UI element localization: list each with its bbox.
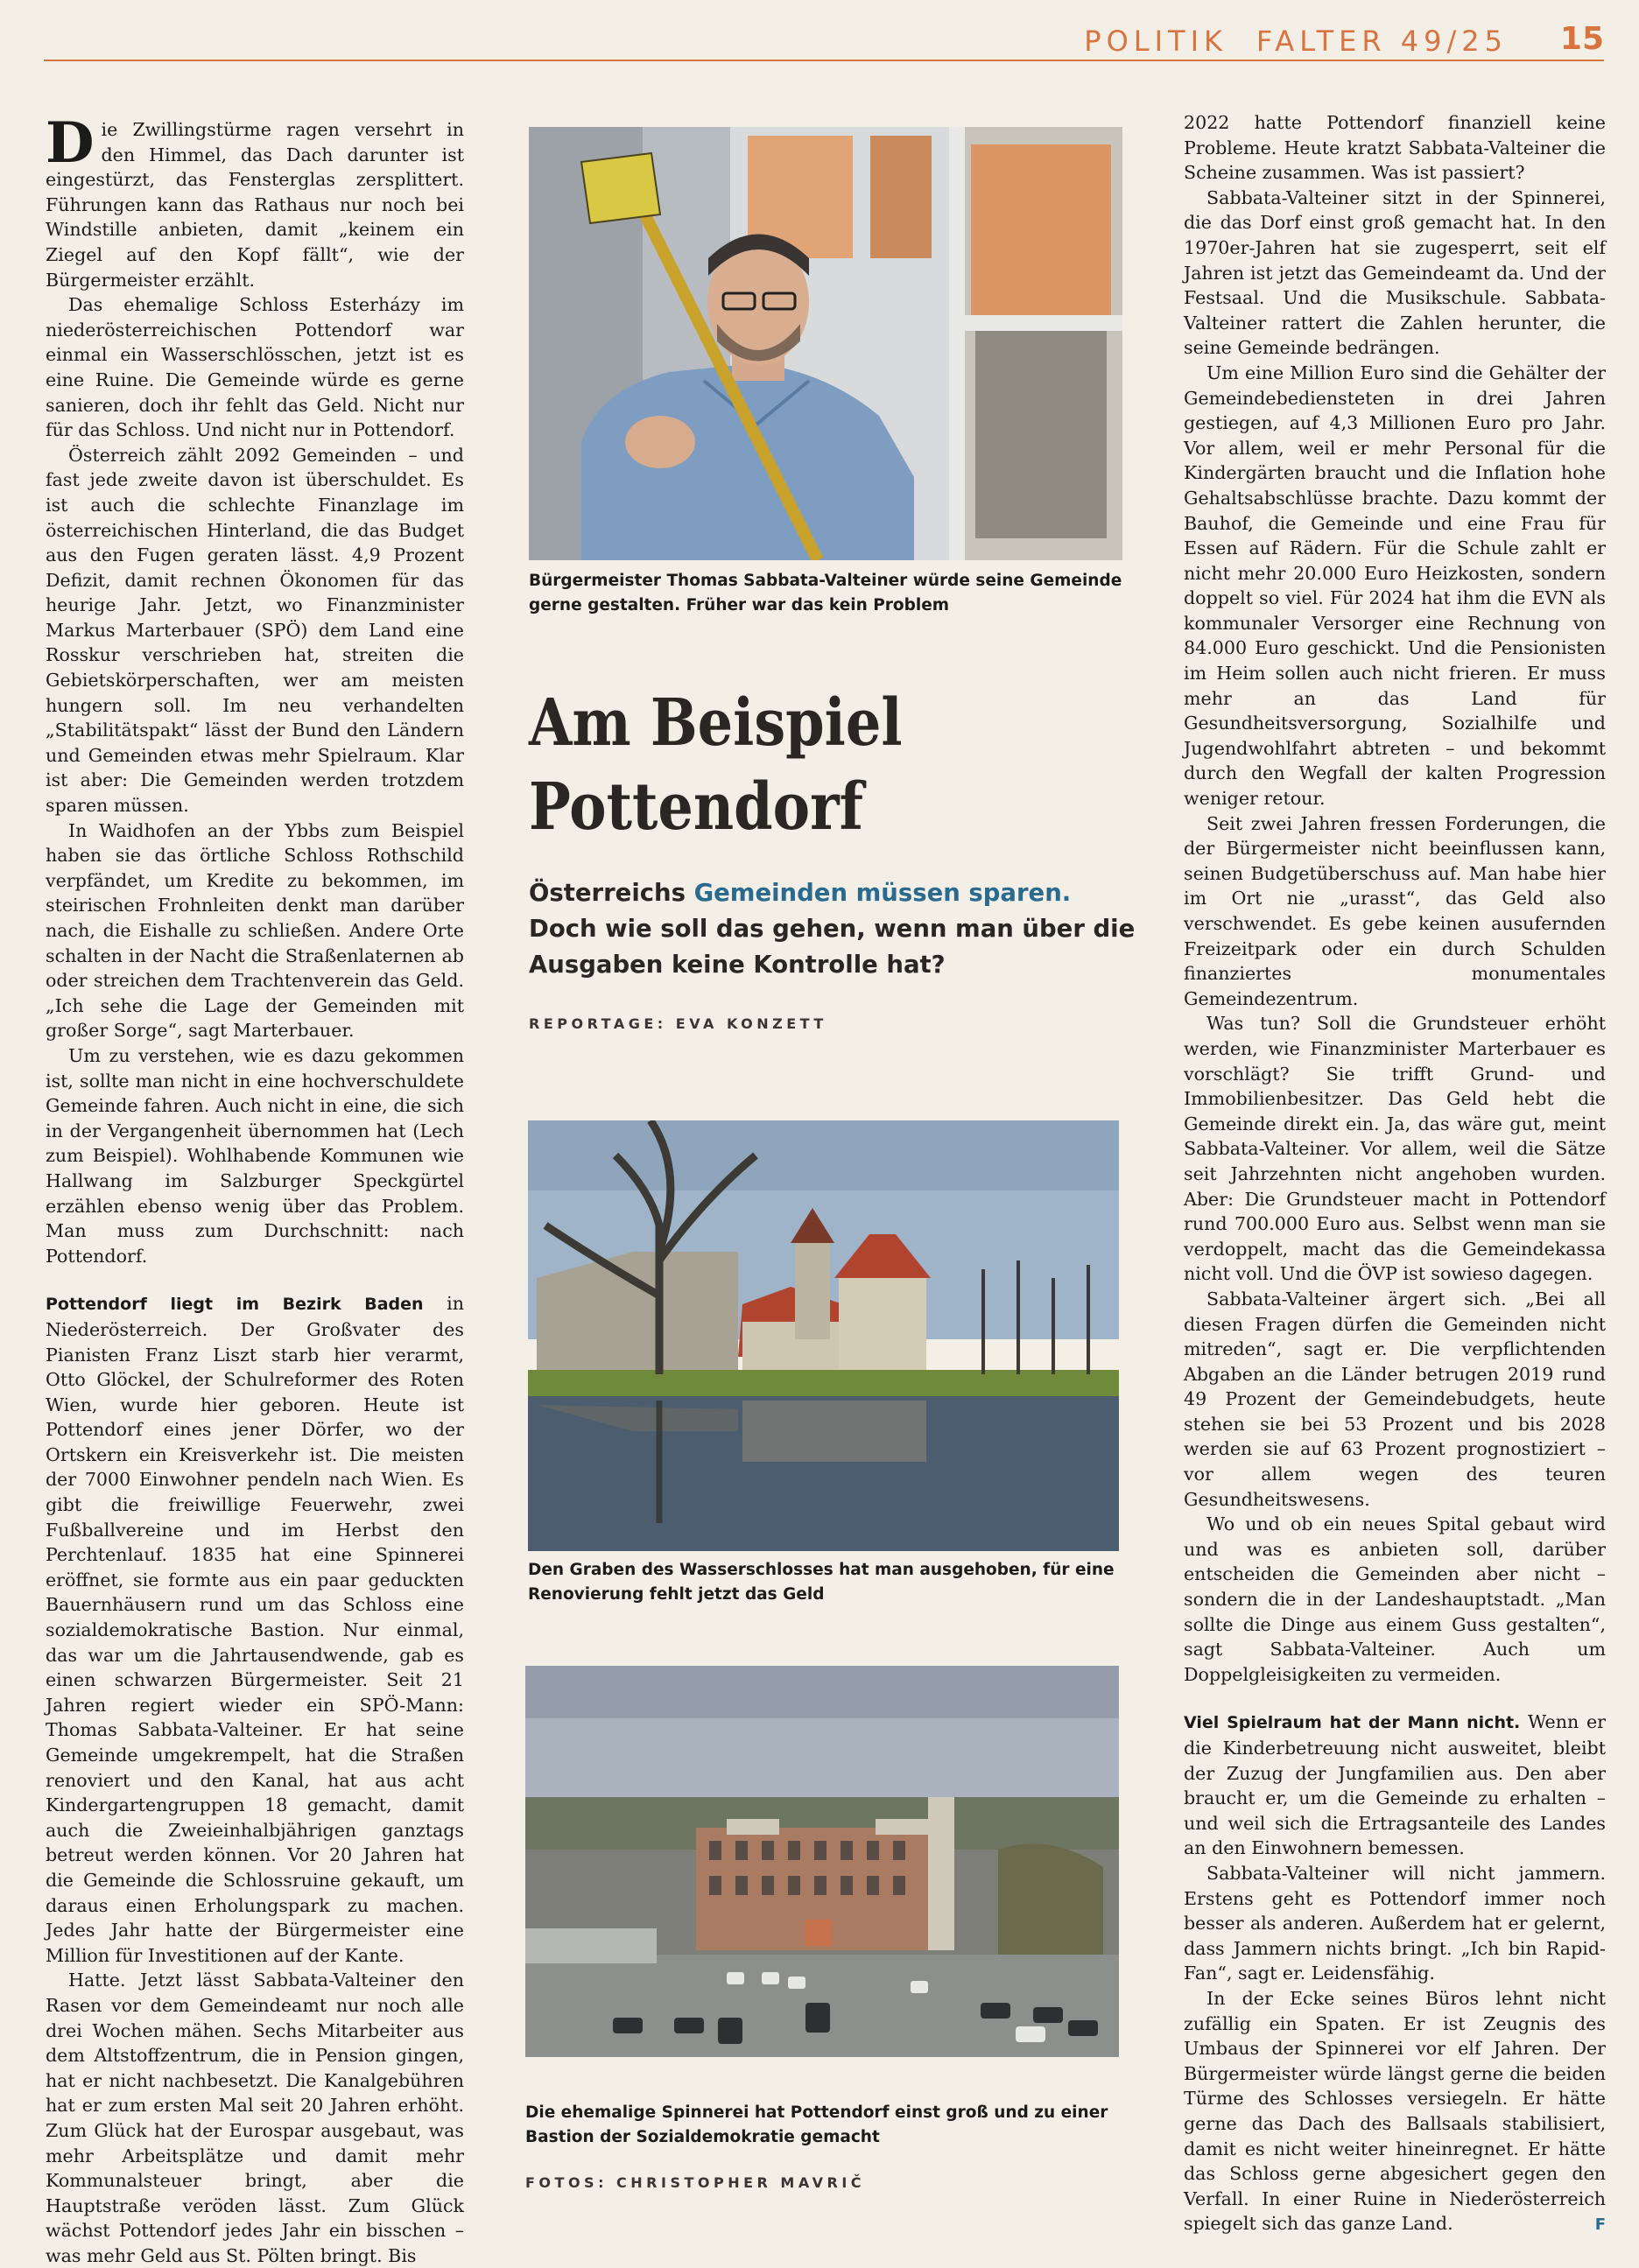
page-header (44, 16, 1604, 61)
castle-photo-caption: Den Graben des Wasserschlosses hat man ausgehoben, für eine Renovierung fehlt jetzt das Geld (528, 1561, 1115, 1604)
paragraph: In Waidhofen an der Ybbs zum Beispiel haben sie das örtliche Schloss Rothschild verpfändet, um Kredite zu bekommen, im steirischen Frohnleiten denkt man darüber nach, die Eishalle zu schließen. Andere Orte schalten in der Nacht die Straßenlaternen ab oder streichen dem Trachtenverein das Geld. „Ich sehe die Lage der Gemeinden mit großer Sorge“, sagt Marterbauer. (46, 819, 464, 1042)
drop-cap: D (46, 110, 95, 176)
paragraph: Seit zwei Jahren fressen Forderungen, die der Bürgermeister nicht beeinflussen kann, seinen Budgetüberschuss auf. Man habe hier im Ort nie „urasst“, das Geld also verschwendet. Es gebe keinen ausufernden Freizeitpark oder ein durch Schulden finanziertes monumentales Gemeindezentrum. (1184, 812, 1606, 1009)
paragraph: Sabbata-Valteiner will nicht jammern. Erstens geht es Pottendorf immer noch besser als anderen. Außerdem hat er gelernt, dass Jammern nichts bringt. „Ich bin Rapid-Fan“, sagt er. Leidensfähig. (1184, 1862, 1606, 1984)
headline-line-2: Pottendorf (529, 769, 864, 845)
castle-photo (528, 1120, 1119, 1551)
headline-line-1: Am Beispiel (529, 685, 903, 761)
paragraph: 2022 hatte Pottendorf finanziell keine Probleme. Heute kratzt Sabbata-Valteiner die Scheine zusammen. Was ist passiert? (1184, 112, 1606, 184)
spinnerei-photo-caption: Die ehemalige Spinnerei hat Pottendorf einst groß und zu einer Bastion der Sozialdemokratie gemacht (525, 2103, 1108, 2146)
paragraph: Österreich zählt 2092 Gemeinden – und fast jede zweite davon ist überschuldet. Es ist auch die schlechte Finanzlage im österreichischen Hinterland, die das Budget aus den Fugen geraten lässt. 4,9 Prozent Defizit, damit rechnen Ökonomen für das heurige Jahr. Jetzt, wo Finanzminister Markus Marterbauer (SPÖ) dem Land eine Rosskur verschrieben hat, streiten die Gebietskörperschaften, wer am meisten hungern soll. Im neu verhandelten „Stabilitätspakt“ lässt der Bund den Ländern und Gemeinden etwas mehr Spielraum. Klar ist aber: Die Gemeinden werden trotzdem sparen müssen. (46, 444, 464, 817)
mayor-photo-caption: Bürgermeister Thomas Sabbata-Valteiner würde seine Gemeinde gerne gestalten. Früher war das kein Problem (529, 572, 1122, 614)
paragraph: Was tun? Soll die Grundsteuer erhöht werden, wie Finanzminister Marterbauer es vorschlägt? Sie trifft Grund- und Immobilienbesitzer. Das Geld hebt die Gemeinde direkt ein. Ja, das wäre gut, meint Sabbata-Valteiner. Vor allem, weil die Sätze seit Jahrzehnten nicht angehoben wurden. Aber: Die Grundsteuer macht in Pottendorf rund 700.000 Euro aus. Selbst wenn man sie verdoppelt, macht das die Gemeindekassa nicht voll. Und die ÖVP ist sowieso dagegen. (1184, 1013, 1606, 1285)
subhead-accent: Gemeinden müssen sparen. (693, 879, 1072, 907)
section-label: POLITIK (1084, 25, 1227, 58)
photo-credit: FOTOS: CHRISTOPHER MAVRIČ (525, 2174, 866, 2191)
subheadline: Österreichs Gemeinden müssen sparen. Doch wie soll das gehen, wenn man über die Ausgaben keine Kontrolle hat? (529, 879, 1136, 979)
issue-label: FALTER 49/25 (1256, 25, 1508, 58)
byline: REPORTAGE: EVA KONZETT (529, 1015, 827, 1032)
paragraph: Pottendorf liegt im Bezirk Baden in Niederösterreich. Der Großvater des Pianisten Franz Liszt starb hier verarmt, Otto Glöckel, der Schulreformer des Roten Wien, wurde hier geboren. Heute ist Pottendorf eines jener Dörfer, wo der Ortskern ein Kreisverkehr ist. Die meisten der 7000 Einwohner pendeln nach Wien. Es gibt die freiwillige Feuerwehr, zwei Fußballvereine und im Herbst den Perchtenlauf. 1835 hat eine Spinnerei eröffnet, sie formte aus ein paar geduckten Bauernhäusern rund um das Schloss eine sozialdemokratische Bastion. Nur einmal, das war um die Jahrtausendwende, gab es einen schwarzen Bürgermeister. Seit 21 Jahren regiert wieder ein SPÖ-Mann: Thomas Sabbata-Valteiner. Er hat seine Gemeinde umgekrempelt, hat die Straßen renoviert und den Kanal, hat aus acht Kindergartengruppen 18 gemacht, damit auch die Zweieinhalbjährigen ganztags betreut werden können. Vor 20 Jahren hat die Gemeinde die Schlossruine gekauft, um daraus einen Erholungspark zu machen. Jedes Jahr hatte der Bürgermeister eine Million für Investitionen auf der Kante. (46, 1293, 464, 1966)
end-mark: F (1594, 2215, 1606, 2235)
page-number: 15 (1559, 21, 1604, 57)
paragraph: In der Ecke seines Büros lehnt nicht zufällig ein Spaten. Er ist Zeugnis des Umbaus der Spinnerei vor elf Jahren. Der Bürgermeister würde längst gerne die beiden Türme des Schlosses versiegeln. Er hätte gerne das Dach des Ballsaals stabilisiert, damit es nicht weiter hineinregnet. Er hätte das Schloss gerne abgesichert gegen den Verfall. In einer Ruine in Niederösterreich spiegelt sich das ganze Land. F (1184, 1986, 1606, 2236)
headline (529, 681, 1056, 849)
paragraph: Das ehemalige Schloss Esterházy im niederösterreichischen Pottendorf war einmal ein Wasserschlösschen, jetzt ist es eine Ruine. Die Gemeinde würde es gerne sanieren, doch ihr fehlt das Geld. Nicht nur für das Schloss. Und nicht nur in Pottendorf. (46, 294, 464, 441)
paragraph: Sabbata-Valteiner sitzt in der Spinnerei, die das Dorf einst groß gemacht hat. In den 1970er-Jahren hat sie zugesperrt, seit elf Jahren ist jetzt das Gemeindeamt da. Und der Festsaal. Und die Musikschule. Sabbata-Valteiner rattert die Zahlen herunter, die seine Gemeinde bedrängen. (1184, 186, 1606, 359)
article-column-right (1184, 110, 1606, 2238)
paragraph: Viel Spielraum hat der Mann nicht. Wenn er die Kinderbetreuung nicht ausweitet, bleibt der Zuzug der Jungfamilien aus. Den aber braucht er, um die Gemeinde zu erhalten – und weil sich die Ertragsanteile des Landes an den Einwohnern bemessen. (1184, 1711, 1607, 1859)
paragraph: Sabbata-Valteiner ärgert sich. „Bei all diesen Fragen dürfen die Gemeinden nicht mitreden“, sagt er. Die verpflichtenden Abgaben an die Länder betrugen 2019 rund 49 Prozent der Gemeindebudgets, heute stehen sie bei 53 Prozent und bis 2028 werden sie auf 63 Prozent prognostiziert – vor allem wegen des teuren Gesundheitswesens. (1184, 1288, 1606, 1510)
paragraph: Um eine Million Euro sind die Gehälter der Gemeindebediensteten in drei Jahren gestiegen, auf 4,3 Millionen Euro pro Jahr. Vor allem, weil er mehr Personal für die Kindergärten braucht und die Inflation hohe Gehaltsabschlüsse brachte. Dazu kommt der Bauhof, die Gemeinde und eine Frau für Essen auf Rädern. Für die Schule zahlt er nicht mehr 20.000 Euro Heizkosten, sondern doppelt so viel. Für 2024 hat ihm die EVN als kommunaler Versorger eine Rechnung von 84.000 Euro geschickt. Und die Pensionisten im Heim sollen auch nicht frieren. Er muss mehr an das Land für Gesundheitsversorgung, Sozialhilfe und Jugendwohlfahrt abtreten – und bekommt durch den Wegfall der kalten Progression weniger retour. (1184, 362, 1606, 810)
paragraph: Um zu verstehen, wie es dazu gekommen ist, sollte man nicht in eine hochverschuldete Gemeinde fahren. Auch nicht in eine, die sich in der Vergangenheit übernommen hat (Lech zum Beispiel). Wohlhabende Kommunen wie Hallwang im Salzburger Speckgürtel erzählen ebenso wenig über das Problem. Man muss zum Durchschnitt: nach Pottendorf. (46, 1044, 464, 1267)
article-column-left (46, 110, 464, 2268)
paragraph: Wo und ob ein neues Spital gebaut wird und was es anbieten soll, darüber entscheiden die Gemeinden aber nicht – sondern die in der Landeshauptstadt. „Man sollte die Dinge aus einem Guss gestalten“, sagt Sabbata-Valteiner. Auch um Doppelgleisigkeiten zu vermeiden. (1184, 1513, 1606, 1685)
lead-in: Pottendorf liegt im Bezirk Baden (46, 1295, 424, 1315)
paragraph: Hatte. Jetzt lässt Sabbata-Valteiner den Rasen vor dem Gemeindeamt nur noch alle drei Wochen mähen. Sechs Mitarbeiter aus dem Altstoffzentrum, die in Pension gingen, hat er nicht nachbesetzt. Die Kanalgebühren hat er zum ersten Mal seit 20 Jahren erhöht. Zum Glück hat der Eurospar ausgebaut, was mehr Arbeitsplätze und damit mehr Kommunalsteuer bringt, aber die Hauptstraße veröden lässt. Zum Glück wächst Pottendorf jedes Jahr ein bisschen – was mehr Geld aus St. Pölten bringt. Bis (46, 1970, 464, 2266)
spinnerei-photo (525, 1666, 1119, 2057)
mayor-photo (529, 127, 1122, 560)
lead-in: Viel Spielraum hat der Mann nicht. (1184, 1713, 1521, 1733)
paragraph: Die Zwillingstürme ragen versehrt in den Himmel, das Dach darunter ist eingestürzt, das Fensterglas zersplittert. Führungen kann das Rathaus nur noch bei Windstille anbieten, damit „keinem ein Ziegel auf den Kopf fällt“, wie der Bürgermeister erzählt. (46, 110, 464, 291)
